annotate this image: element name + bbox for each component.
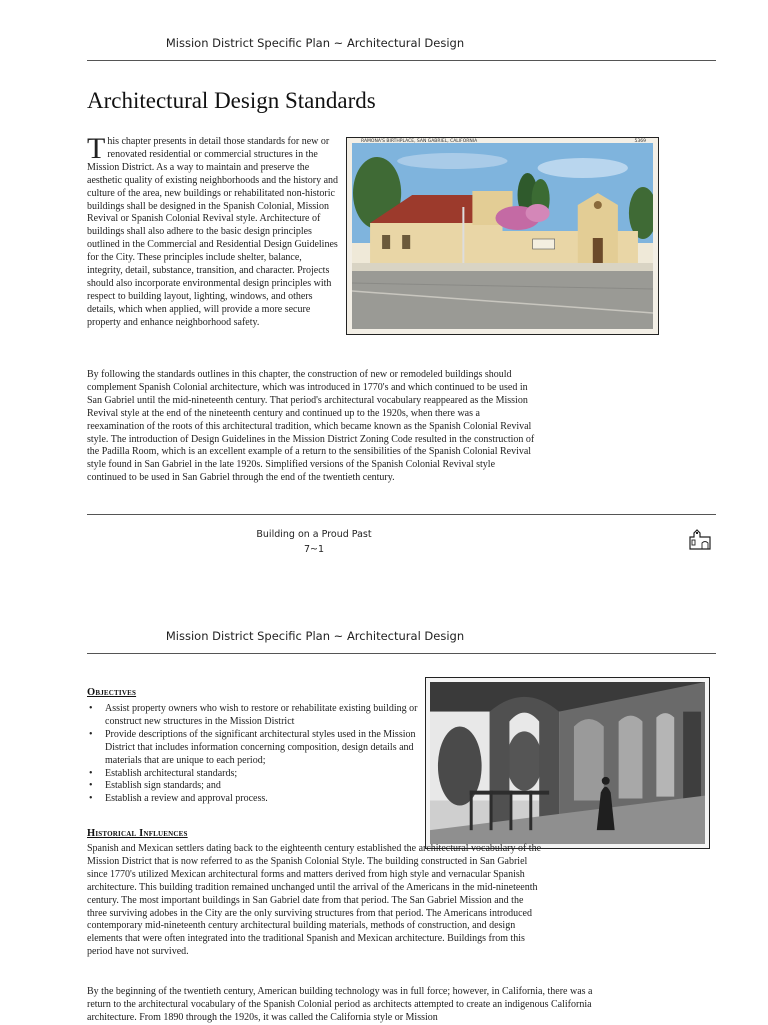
arcade-image (430, 682, 705, 844)
footer-rule (87, 514, 716, 515)
footer-tagline: Building on a Proud Past (256, 529, 372, 540)
page-footer (214, 527, 414, 557)
objectives-list (88, 703, 418, 806)
body-paragraph (87, 369, 535, 485)
page-number: 7~1 (303, 544, 325, 555)
continued-text: By the beginning of the twentieth century, American building technology was in full force; however, in California, there was a return to the architectural vocabulary of the Spanish Colonial period as architects attempted to create an indigenous California architecture. From 1890 through the 1920s, it was called the California style or Mission (87, 986, 593, 1023)
historical-text: Spanish and Mexican settlers dating back to the eighteenth century established the architectural vocabulary of the Mission District that is now referred to as the Spanish Colonial Style. The building constructed in San Gabriel since 1770's utilized Mexican architectural forms and matters derived from high style and vernacular Spanish architecture. This building tradition remained unchanged until the arrival of the Americans in the mid-nineteenth century. The most important buildings in San Gabriel date from that period. The San Gabriel Mission and the three surviving adobes in the City are the only surviving structures from that period. The Americans introduced contemporary mid-nineteenth century architectural building materials, methods of construction, and design elements that were often integrated into the traditional Spanish and Mexican architecture. Buildings from this period have not survived. (87, 843, 542, 958)
list-item: • Assist property owners who wish to restore or rehabilitate existing building or construct new structures in the Mission District (89, 703, 418, 727)
list-item: • Establish sign standards; and (89, 780, 221, 792)
header-rule-2 (87, 653, 716, 654)
drop-cap: T (87, 132, 106, 165)
intro-text: his chapter presents in detail those standards for new or renovated residential or commercial structures in the Mission District. As a way to maintain and preserve the aesthetic quality of existing neighborhoods and the history and culture of the area, new buildings or rehabilitated non-historic buildings shall be designed in the Spanish Colonial, Mission Revival or Spanish Colonial Revival style. Architecture of buildings shall also adhere to the basic design principles outlined in the Commercial and Residential Design Guidelines for the City. These principles include shelter, balance, integrity, detail, substance, transition, and character. Projects should also incorporate environmental design principles with respect to building layout, lighting, windows, and others details, which when applied, will provide a more secure property and enhance neighborhood safety. (87, 136, 339, 328)
list-item: • Establish architectural standards; (89, 767, 238, 779)
list-item: • Establish a review and approval process. (89, 793, 268, 805)
postcard-number: 5369 (634, 139, 646, 144)
postcard-photo (346, 137, 659, 335)
continued-paragraph (87, 986, 612, 1025)
historical-paragraph (87, 843, 545, 959)
historical-heading: Historical Influences (87, 828, 188, 839)
arcade-photo (425, 677, 710, 849)
body-text: By following the standards outlines in this chapter, the construction of new or remodeled buildings should complement Spanish Colonial architecture, which was introduced in 1770's and which continued to be used in San Gabriel until the mid-nineteenth century. That period's architectural vocabulary reappeared as the Mission Revival style at the end of the nineteenth century and continued up to the 1920s, when there was a reexamination of the roots of this architectural tradition, which became known as the Spanish Colonial Revival style. The introduction of Design Guidelines in the Mission District Zoning Code resulted in the construction of the Padilla Room, which is an excellent example of a return to the sensibilities of the Spanish Colonial Revival style found in San Gabriel in the late 1920s. Simplified versions of the Spanish Colonial Revival style continued to be used in San Gabriel through the end of the twentieth century. (87, 369, 535, 484)
list-item: • Provide descriptions of the significant architectural styles used in the Mission District that includes information concerning composition, design details and materials that are unique to each period; (89, 728, 416, 766)
page-title: Architectural Design Standards (87, 88, 376, 113)
postcard-caption: RAMONA'S BIRTHPLACE, SAN GABRIEL, CALIFORNIA (361, 139, 478, 144)
intro-paragraph (87, 132, 339, 330)
header-rule (87, 60, 716, 61)
objectives-heading: Objectives (87, 687, 137, 698)
running-header-2: Mission District Specific Plan ~ Architectural Design (165, 629, 465, 643)
running-header: Mission District Specific Plan ~ Architectural Design (165, 36, 465, 50)
mission-building-icon (688, 528, 712, 550)
postcard-image (352, 143, 653, 329)
